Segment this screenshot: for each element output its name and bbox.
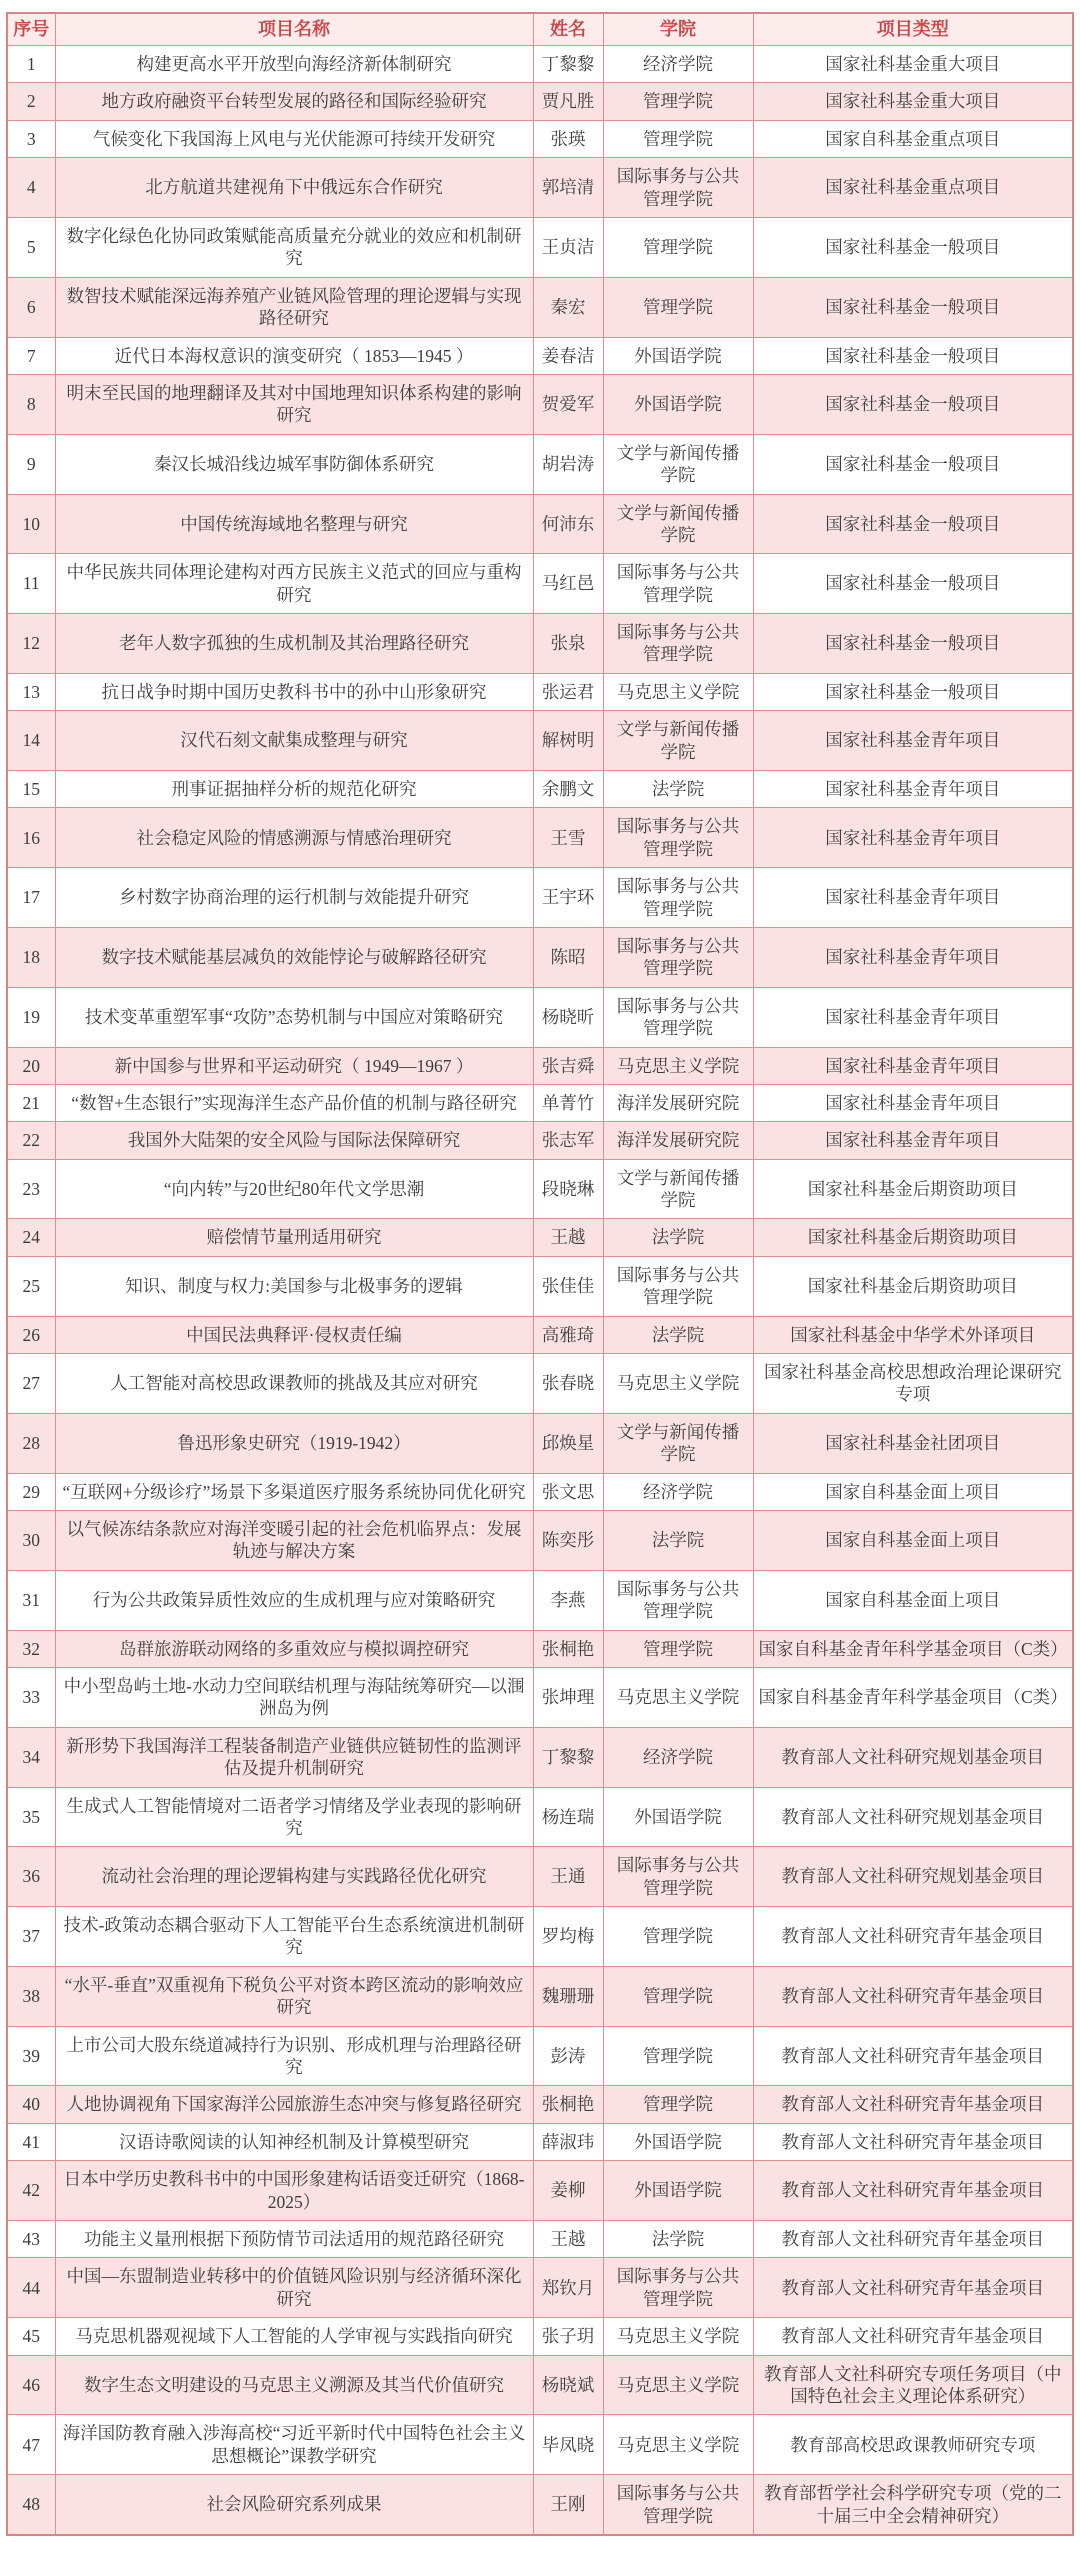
row-number: 12 — [7, 614, 55, 674]
person-name: 张桐艳 — [533, 2086, 603, 2123]
project-name: 秦汉长城沿线边城军事防御体系研究 — [55, 434, 533, 494]
college: 马克思主义学院 — [603, 673, 753, 710]
row-number: 18 — [7, 927, 55, 987]
table-row — [7, 1727, 1073, 1787]
row-number: 37 — [7, 1907, 55, 1967]
person-name: 彭涛 — [533, 2026, 603, 2086]
row-number: 19 — [7, 987, 55, 1047]
person-name: 丁黎黎 — [533, 1727, 603, 1787]
project-type: 教育部人文社科研究规划基金项目 — [753, 1787, 1073, 1847]
college: 国际事务与公共管理学院 — [603, 2475, 753, 2535]
table-row — [7, 2318, 1073, 2355]
person-name: 张春晓 — [533, 1354, 603, 1414]
college: 文学与新闻传播学院 — [603, 1159, 753, 1219]
table-row — [7, 434, 1073, 494]
college: 国际事务与公共管理学院 — [603, 927, 753, 987]
row-number: 5 — [7, 217, 55, 277]
project-type: 国家社科基金一般项目 — [753, 277, 1073, 337]
project-name: 抗日战争时期中国历史教科书中的孙中山形象研究 — [55, 673, 533, 710]
person-name: 张坤理 — [533, 1667, 603, 1727]
projects-table — [6, 12, 1074, 2536]
project-name: 赔偿情节量刑适用研究 — [55, 1219, 533, 1256]
table-row — [7, 808, 1073, 868]
person-name: 罗均梅 — [533, 1907, 603, 1967]
college: 管理学院 — [603, 1966, 753, 2026]
project-type: 国家社科基金青年项目 — [753, 1122, 1073, 1159]
college: 管理学院 — [603, 1630, 753, 1667]
row-number: 20 — [7, 1047, 55, 1084]
project-type: 国家社科基金高校思想政治理论课研究专项 — [753, 1354, 1073, 1414]
project-name: 刑事证据抽样分析的规范化研究 — [55, 771, 533, 808]
project-type: 国家自科基金面上项目 — [753, 1473, 1073, 1510]
person-name: 郑钦月 — [533, 2258, 603, 2318]
project-name: 中小型岛屿土地-水动力空间联结机理与海陆统筹研究—以涠洲岛为例 — [55, 1667, 533, 1727]
college: 外国语学院 — [603, 2123, 753, 2160]
person-name: 王通 — [533, 1847, 603, 1907]
project-name: 气候变化下我国海上风电与光伏能源可持续开发研究 — [55, 120, 533, 157]
row-number: 13 — [7, 673, 55, 710]
project-name: 汉语诗歌阅读的认知神经机制及计算模型研究 — [55, 2123, 533, 2160]
row-number: 14 — [7, 711, 55, 771]
person-name: 张吉舜 — [533, 1047, 603, 1084]
project-name: 中华民族共同体理论建构对西方民族主义范式的回应与重构研究 — [55, 554, 533, 614]
table-row — [7, 2258, 1073, 2318]
row-number: 8 — [7, 374, 55, 434]
project-name: “向内转”与20世纪80年代文学思潮 — [55, 1159, 533, 1219]
person-name: 张志军 — [533, 1122, 603, 1159]
college: 马克思主义学院 — [603, 2318, 753, 2355]
project-type: 教育部人文社科研究规划基金项目 — [753, 1847, 1073, 1907]
person-name: 解树明 — [533, 711, 603, 771]
table-row — [7, 2161, 1073, 2221]
college: 管理学院 — [603, 1907, 753, 1967]
project-name: 我国外大陆架的安全风险与国际法保障研究 — [55, 1122, 533, 1159]
person-name: 王刚 — [533, 2475, 603, 2535]
person-name: 张子玥 — [533, 2318, 603, 2355]
project-name: 技术-政策动态耦合驱动下人工智能平台生态系统演进机制研究 — [55, 1907, 533, 1967]
project-type: 教育部高校思政课教师研究专项 — [753, 2415, 1073, 2475]
college: 文学与新闻传播学院 — [603, 434, 753, 494]
person-name: 王越 — [533, 2220, 603, 2257]
project-name: 社会稳定风险的情感溯源与情感治理研究 — [55, 808, 533, 868]
college: 国际事务与公共管理学院 — [603, 554, 753, 614]
header-row — [7, 13, 1073, 46]
table-row — [7, 987, 1073, 1047]
college: 经济学院 — [603, 1727, 753, 1787]
project-type: 国家社科基金一般项目 — [753, 337, 1073, 374]
project-name: 行为公共政策异质性效应的生成机理与应对策略研究 — [55, 1570, 533, 1630]
table-row — [7, 2220, 1073, 2257]
college: 外国语学院 — [603, 337, 753, 374]
project-name: 老年人数字孤独的生成机制及其治理路径研究 — [55, 614, 533, 674]
person-name: 杨连瑞 — [533, 1787, 603, 1847]
project-type: 国家社科基金青年项目 — [753, 1047, 1073, 1084]
table-row — [7, 374, 1073, 434]
person-name: 胡岩涛 — [533, 434, 603, 494]
college: 马克思主义学院 — [603, 1354, 753, 1414]
project-type: 国家自科基金面上项目 — [753, 1511, 1073, 1571]
row-number: 6 — [7, 277, 55, 337]
project-name: 乡村数字协商治理的运行机制与效能提升研究 — [55, 868, 533, 928]
project-type: 教育部人文社科研究青年基金项目 — [753, 1966, 1073, 2026]
person-name: 段晓琳 — [533, 1159, 603, 1219]
row-number: 4 — [7, 158, 55, 218]
table-row — [7, 1413, 1073, 1473]
project-name: 岛群旅游联动网络的多重效应与模拟调控研究 — [55, 1630, 533, 1667]
person-name: 杨晓昕 — [533, 987, 603, 1047]
project-type: 国家自科基金青年科学基金项目（C类） — [753, 1667, 1073, 1727]
table-row — [7, 927, 1073, 987]
table-body — [7, 46, 1073, 2535]
person-name: 毕凤晓 — [533, 2415, 603, 2475]
person-name: 贾凡胜 — [533, 83, 603, 120]
table-row — [7, 337, 1073, 374]
table-row — [7, 1256, 1073, 1316]
table-row — [7, 1570, 1073, 1630]
table-row — [7, 2355, 1073, 2415]
row-number: 34 — [7, 1727, 55, 1787]
project-name: 日本中学历史教科书中的中国形象建构话语变迁研究（1868-2025） — [55, 2161, 533, 2221]
project-name: 中国—东盟制造业转移中的价值链风险识别与经济循环深化研究 — [55, 2258, 533, 2318]
college: 马克思主义学院 — [603, 1667, 753, 1727]
college: 外国语学院 — [603, 1787, 753, 1847]
person-name: 王越 — [533, 1219, 603, 1256]
table-row — [7, 1511, 1073, 1571]
college: 海洋发展研究院 — [603, 1122, 753, 1159]
college: 国际事务与公共管理学院 — [603, 1570, 753, 1630]
college: 国际事务与公共管理学院 — [603, 868, 753, 928]
project-name: 数字化绿色化协同政策赋能高质量充分就业的效应和机制研究 — [55, 217, 533, 277]
college: 管理学院 — [603, 2026, 753, 2086]
college: 外国语学院 — [603, 374, 753, 434]
person-name: 高雅琦 — [533, 1316, 603, 1353]
project-name: 生成式人工智能情境对二语者学习情绪及学业表现的影响研究 — [55, 1787, 533, 1847]
college: 国际事务与公共管理学院 — [603, 1847, 753, 1907]
project-name: 北方航道共建视角下中俄远东合作研究 — [55, 158, 533, 218]
project-name: 数字生态文明建设的马克思主义溯源及其当代价值研究 — [55, 2355, 533, 2415]
project-name: 上市公司大股东绕道减持行为识别、形成机理与治理路径研究 — [55, 2026, 533, 2086]
row-number: 3 — [7, 120, 55, 157]
person-name: 姜柳 — [533, 2161, 603, 2221]
college: 马克思主义学院 — [603, 1047, 753, 1084]
person-name: 张桐艳 — [533, 1630, 603, 1667]
row-number: 26 — [7, 1316, 55, 1353]
project-name: 人地协调视角下国家海洋公园旅游生态冲突与修复路径研究 — [55, 2086, 533, 2123]
row-number: 21 — [7, 1084, 55, 1121]
college: 法学院 — [603, 1219, 753, 1256]
project-type: 教育部人文社科研究青年基金项目 — [753, 2220, 1073, 2257]
table-row — [7, 277, 1073, 337]
project-type: 教育部人文社科研究青年基金项目 — [753, 2123, 1073, 2160]
header-college: 学院 — [603, 13, 753, 46]
row-number: 46 — [7, 2355, 55, 2415]
college: 外国语学院 — [603, 2161, 753, 2221]
row-number: 44 — [7, 2258, 55, 2318]
project-type: 国家自科基金青年科学基金项目（C类） — [753, 1630, 1073, 1667]
project-name: 技术变革重塑军事“攻防”态势机制与中国应对策略研究 — [55, 987, 533, 1047]
person-name: 邱焕星 — [533, 1413, 603, 1473]
project-name: “数智+生态银行”实现海洋生态产品价值的机制与路径研究 — [55, 1084, 533, 1121]
table-row — [7, 1473, 1073, 1510]
college: 文学与新闻传播学院 — [603, 1413, 753, 1473]
project-type: 国家社科基金后期资助项目 — [753, 1256, 1073, 1316]
table-row — [7, 2475, 1073, 2535]
college: 马克思主义学院 — [603, 2415, 753, 2475]
project-name: 以气候冻结条款应对海洋变暖引起的社会危机临界点：发展轨迹与解决方案 — [55, 1511, 533, 1571]
project-type: 教育部人文社科研究青年基金项目 — [753, 2161, 1073, 2221]
person-name: 薛淑玮 — [533, 2123, 603, 2160]
college: 国际事务与公共管理学院 — [603, 808, 753, 868]
row-number: 42 — [7, 2161, 55, 2221]
row-number: 11 — [7, 554, 55, 614]
row-number: 10 — [7, 494, 55, 554]
project-name: 中国传统海域地名整理与研究 — [55, 494, 533, 554]
person-name: 马红邑 — [533, 554, 603, 614]
row-number: 23 — [7, 1159, 55, 1219]
project-type: 国家社科基金青年项目 — [753, 808, 1073, 868]
project-name: 功能主义量刑根据下预防情节司法适用的规范路径研究 — [55, 2220, 533, 2257]
college: 经济学院 — [603, 46, 753, 83]
project-type: 国家社科基金一般项目 — [753, 673, 1073, 710]
row-number: 2 — [7, 83, 55, 120]
row-number: 43 — [7, 2220, 55, 2257]
project-type: 国家社科基金一般项目 — [753, 434, 1073, 494]
table-row — [7, 1122, 1073, 1159]
project-type: 教育部哲学社会科学研究专项（党的二十届三中全会精神研究） — [753, 2475, 1073, 2535]
table-row — [7, 83, 1073, 120]
person-name: 王贞洁 — [533, 217, 603, 277]
table-row — [7, 494, 1073, 554]
project-type: 国家社科基金社团项目 — [753, 1413, 1073, 1473]
project-type: 国家社科基金重大项目 — [753, 46, 1073, 83]
project-name: 新形势下我国海洋工程装备制造产业链供应链韧性的监测评估及提升机制研究 — [55, 1727, 533, 1787]
project-name: 流动社会治理的理论逻辑构建与实践路径优化研究 — [55, 1847, 533, 1907]
project-type: 教育部人文社科研究青年基金项目 — [753, 1907, 1073, 1967]
table-row — [7, 2123, 1073, 2160]
row-number: 39 — [7, 2026, 55, 2086]
college: 国际事务与公共管理学院 — [603, 2258, 753, 2318]
row-number: 17 — [7, 868, 55, 928]
college: 管理学院 — [603, 277, 753, 337]
person-name: 张文思 — [533, 1473, 603, 1510]
header-no: 序号 — [7, 13, 55, 46]
person-name: 张运君 — [533, 673, 603, 710]
college: 海洋发展研究院 — [603, 1084, 753, 1121]
person-name: 秦宏 — [533, 277, 603, 337]
row-number: 24 — [7, 1219, 55, 1256]
row-number: 33 — [7, 1667, 55, 1727]
row-number: 45 — [7, 2318, 55, 2355]
project-type: 国家自科基金重点项目 — [753, 120, 1073, 157]
college: 国际事务与公共管理学院 — [603, 1256, 753, 1316]
project-type: 国家社科基金一般项目 — [753, 554, 1073, 614]
row-number: 41 — [7, 2123, 55, 2160]
college: 国际事务与公共管理学院 — [603, 614, 753, 674]
project-type: 国家社科基金后期资助项目 — [753, 1219, 1073, 1256]
project-type: 教育部人文社科研究青年基金项目 — [753, 2026, 1073, 2086]
header-name: 项目名称 — [55, 13, 533, 46]
table-row — [7, 2086, 1073, 2123]
row-number: 36 — [7, 1847, 55, 1907]
project-type: 教育部人文社科研究青年基金项目 — [753, 2258, 1073, 2318]
project-type: 国家社科基金青年项目 — [753, 1084, 1073, 1121]
person-name: 王宇环 — [533, 868, 603, 928]
college: 管理学院 — [603, 120, 753, 157]
project-type: 国家社科基金后期资助项目 — [753, 1159, 1073, 1219]
row-number: 7 — [7, 337, 55, 374]
table-row — [7, 217, 1073, 277]
row-number: 25 — [7, 1256, 55, 1316]
person-name: 陈奕彤 — [533, 1511, 603, 1571]
table-row — [7, 1667, 1073, 1727]
person-name: 余鹏文 — [533, 771, 603, 808]
table-row — [7, 1966, 1073, 2026]
project-type: 国家社科基金重点项目 — [753, 158, 1073, 218]
table-row — [7, 1219, 1073, 1256]
person-name: 贺爱军 — [533, 374, 603, 434]
college: 管理学院 — [603, 2086, 753, 2123]
project-name: 近代日本海权意识的演变研究（ 1853—1945 ） — [55, 337, 533, 374]
table-row — [7, 673, 1073, 710]
header-type: 项目类型 — [753, 13, 1073, 46]
college: 国际事务与公共管理学院 — [603, 987, 753, 1047]
project-type: 国家社科基金一般项目 — [753, 494, 1073, 554]
college: 马克思主义学院 — [603, 2355, 753, 2415]
college: 文学与新闻传播学院 — [603, 494, 753, 554]
row-number: 15 — [7, 771, 55, 808]
project-name: 明末至民国的地理翻译及其对中国地理知识体系构建的影响研究 — [55, 374, 533, 434]
person-name: 李燕 — [533, 1570, 603, 1630]
college: 法学院 — [603, 2220, 753, 2257]
college: 法学院 — [603, 1316, 753, 1353]
person-name: 张瑛 — [533, 120, 603, 157]
project-name: 知识、制度与权力:美国参与北极事务的逻辑 — [55, 1256, 533, 1316]
project-type: 国家社科基金重大项目 — [753, 83, 1073, 120]
person-name: 何沛东 — [533, 494, 603, 554]
table-row — [7, 2415, 1073, 2475]
project-name: 社会风险研究系列成果 — [55, 2475, 533, 2535]
person-name: 单菁竹 — [533, 1084, 603, 1121]
project-type: 教育部人文社科研究专项任务项目（中国特色社会主义理论体系研究） — [753, 2355, 1073, 2415]
table-row — [7, 46, 1073, 83]
project-type: 教育部人文社科研究青年基金项目 — [753, 2318, 1073, 2355]
project-name: 新中国参与世界和平运动研究（ 1949—1967 ） — [55, 1047, 533, 1084]
project-type: 教育部人文社科研究青年基金项目 — [753, 2086, 1073, 2123]
project-type: 国家自科基金面上项目 — [753, 1570, 1073, 1630]
table-row — [7, 2026, 1073, 2086]
table-row — [7, 1316, 1073, 1353]
row-number: 48 — [7, 2475, 55, 2535]
row-number: 9 — [7, 434, 55, 494]
person-name: 王雪 — [533, 808, 603, 868]
table-row — [7, 1159, 1073, 1219]
college: 国际事务与公共管理学院 — [603, 158, 753, 218]
project-name: 马克思机器观视域下人工智能的人学审视与实践指向研究 — [55, 2318, 533, 2355]
project-type: 国家社科基金一般项目 — [753, 614, 1073, 674]
table-row — [7, 1907, 1073, 1967]
person-name: 魏珊珊 — [533, 1966, 603, 2026]
row-number: 47 — [7, 2415, 55, 2475]
project-type: 国家社科基金青年项目 — [753, 987, 1073, 1047]
person-name: 郭培清 — [533, 158, 603, 218]
person-name: 姜春洁 — [533, 337, 603, 374]
table-row — [7, 711, 1073, 771]
row-number: 35 — [7, 1787, 55, 1847]
college: 法学院 — [603, 771, 753, 808]
table-row — [7, 868, 1073, 928]
project-name: 海洋国防教育融入涉海高校“习近平新时代中国特色社会主义思想概论”课教学研究 — [55, 2415, 533, 2475]
row-number: 1 — [7, 46, 55, 83]
project-name: “水平-垂直”双重视角下税负公平对资本跨区流动的影响效应研究 — [55, 1966, 533, 2026]
table-row — [7, 158, 1073, 218]
row-number: 40 — [7, 2086, 55, 2123]
row-number: 38 — [7, 1966, 55, 2026]
table-row — [7, 771, 1073, 808]
person-name: 丁黎黎 — [533, 46, 603, 83]
person-name: 张佳佳 — [533, 1256, 603, 1316]
table-row — [7, 1847, 1073, 1907]
row-number: 30 — [7, 1511, 55, 1571]
table-row — [7, 1047, 1073, 1084]
project-name: 数智技术赋能深远海养殖产业链风险管理的理论逻辑与实现路径研究 — [55, 277, 533, 337]
project-type: 国家社科基金青年项目 — [753, 771, 1073, 808]
project-name: “互联网+分级诊疗”场景下多渠道医疗服务系统协同优化研究 — [55, 1473, 533, 1510]
row-number: 27 — [7, 1354, 55, 1414]
project-name: 地方政府融资平台转型发展的路径和国际经验研究 — [55, 83, 533, 120]
header-person: 姓名 — [533, 13, 603, 46]
person-name: 张泉 — [533, 614, 603, 674]
table-row — [7, 120, 1073, 157]
row-number: 16 — [7, 808, 55, 868]
table-row — [7, 1084, 1073, 1121]
table-row — [7, 614, 1073, 674]
person-name: 陈昭 — [533, 927, 603, 987]
project-type: 教育部人文社科研究规划基金项目 — [753, 1727, 1073, 1787]
row-number: 28 — [7, 1413, 55, 1473]
project-type: 国家社科基金中华学术外译项目 — [753, 1316, 1073, 1353]
college: 法学院 — [603, 1511, 753, 1571]
row-number: 31 — [7, 1570, 55, 1630]
project-type: 国家社科基金一般项目 — [753, 217, 1073, 277]
project-type: 国家社科基金一般项目 — [753, 374, 1073, 434]
college: 管理学院 — [603, 217, 753, 277]
row-number: 32 — [7, 1630, 55, 1667]
table-row — [7, 1787, 1073, 1847]
table-row — [7, 1354, 1073, 1414]
college: 管理学院 — [603, 83, 753, 120]
table-row — [7, 1630, 1073, 1667]
project-type: 国家社科基金青年项目 — [753, 868, 1073, 928]
table-row — [7, 554, 1073, 614]
person-name: 杨晓斌 — [533, 2355, 603, 2415]
college: 文学与新闻传播学院 — [603, 711, 753, 771]
row-number: 29 — [7, 1473, 55, 1510]
project-name: 人工智能对高校思政课教师的挑战及其应对研究 — [55, 1354, 533, 1414]
project-name: 中国民法典释评·侵权责任编 — [55, 1316, 533, 1353]
project-type: 国家社科基金青年项目 — [753, 927, 1073, 987]
project-type: 国家社科基金青年项目 — [753, 711, 1073, 771]
row-number: 22 — [7, 1122, 55, 1159]
project-name: 构建更高水平开放型向海经济新体制研究 — [55, 46, 533, 83]
project-name: 汉代石刻文献集成整理与研究 — [55, 711, 533, 771]
project-name: 鲁迅形象史研究（1919-1942） — [55, 1413, 533, 1473]
college: 经济学院 — [603, 1473, 753, 1510]
project-name: 数字技术赋能基层减负的效能悖论与破解路径研究 — [55, 927, 533, 987]
